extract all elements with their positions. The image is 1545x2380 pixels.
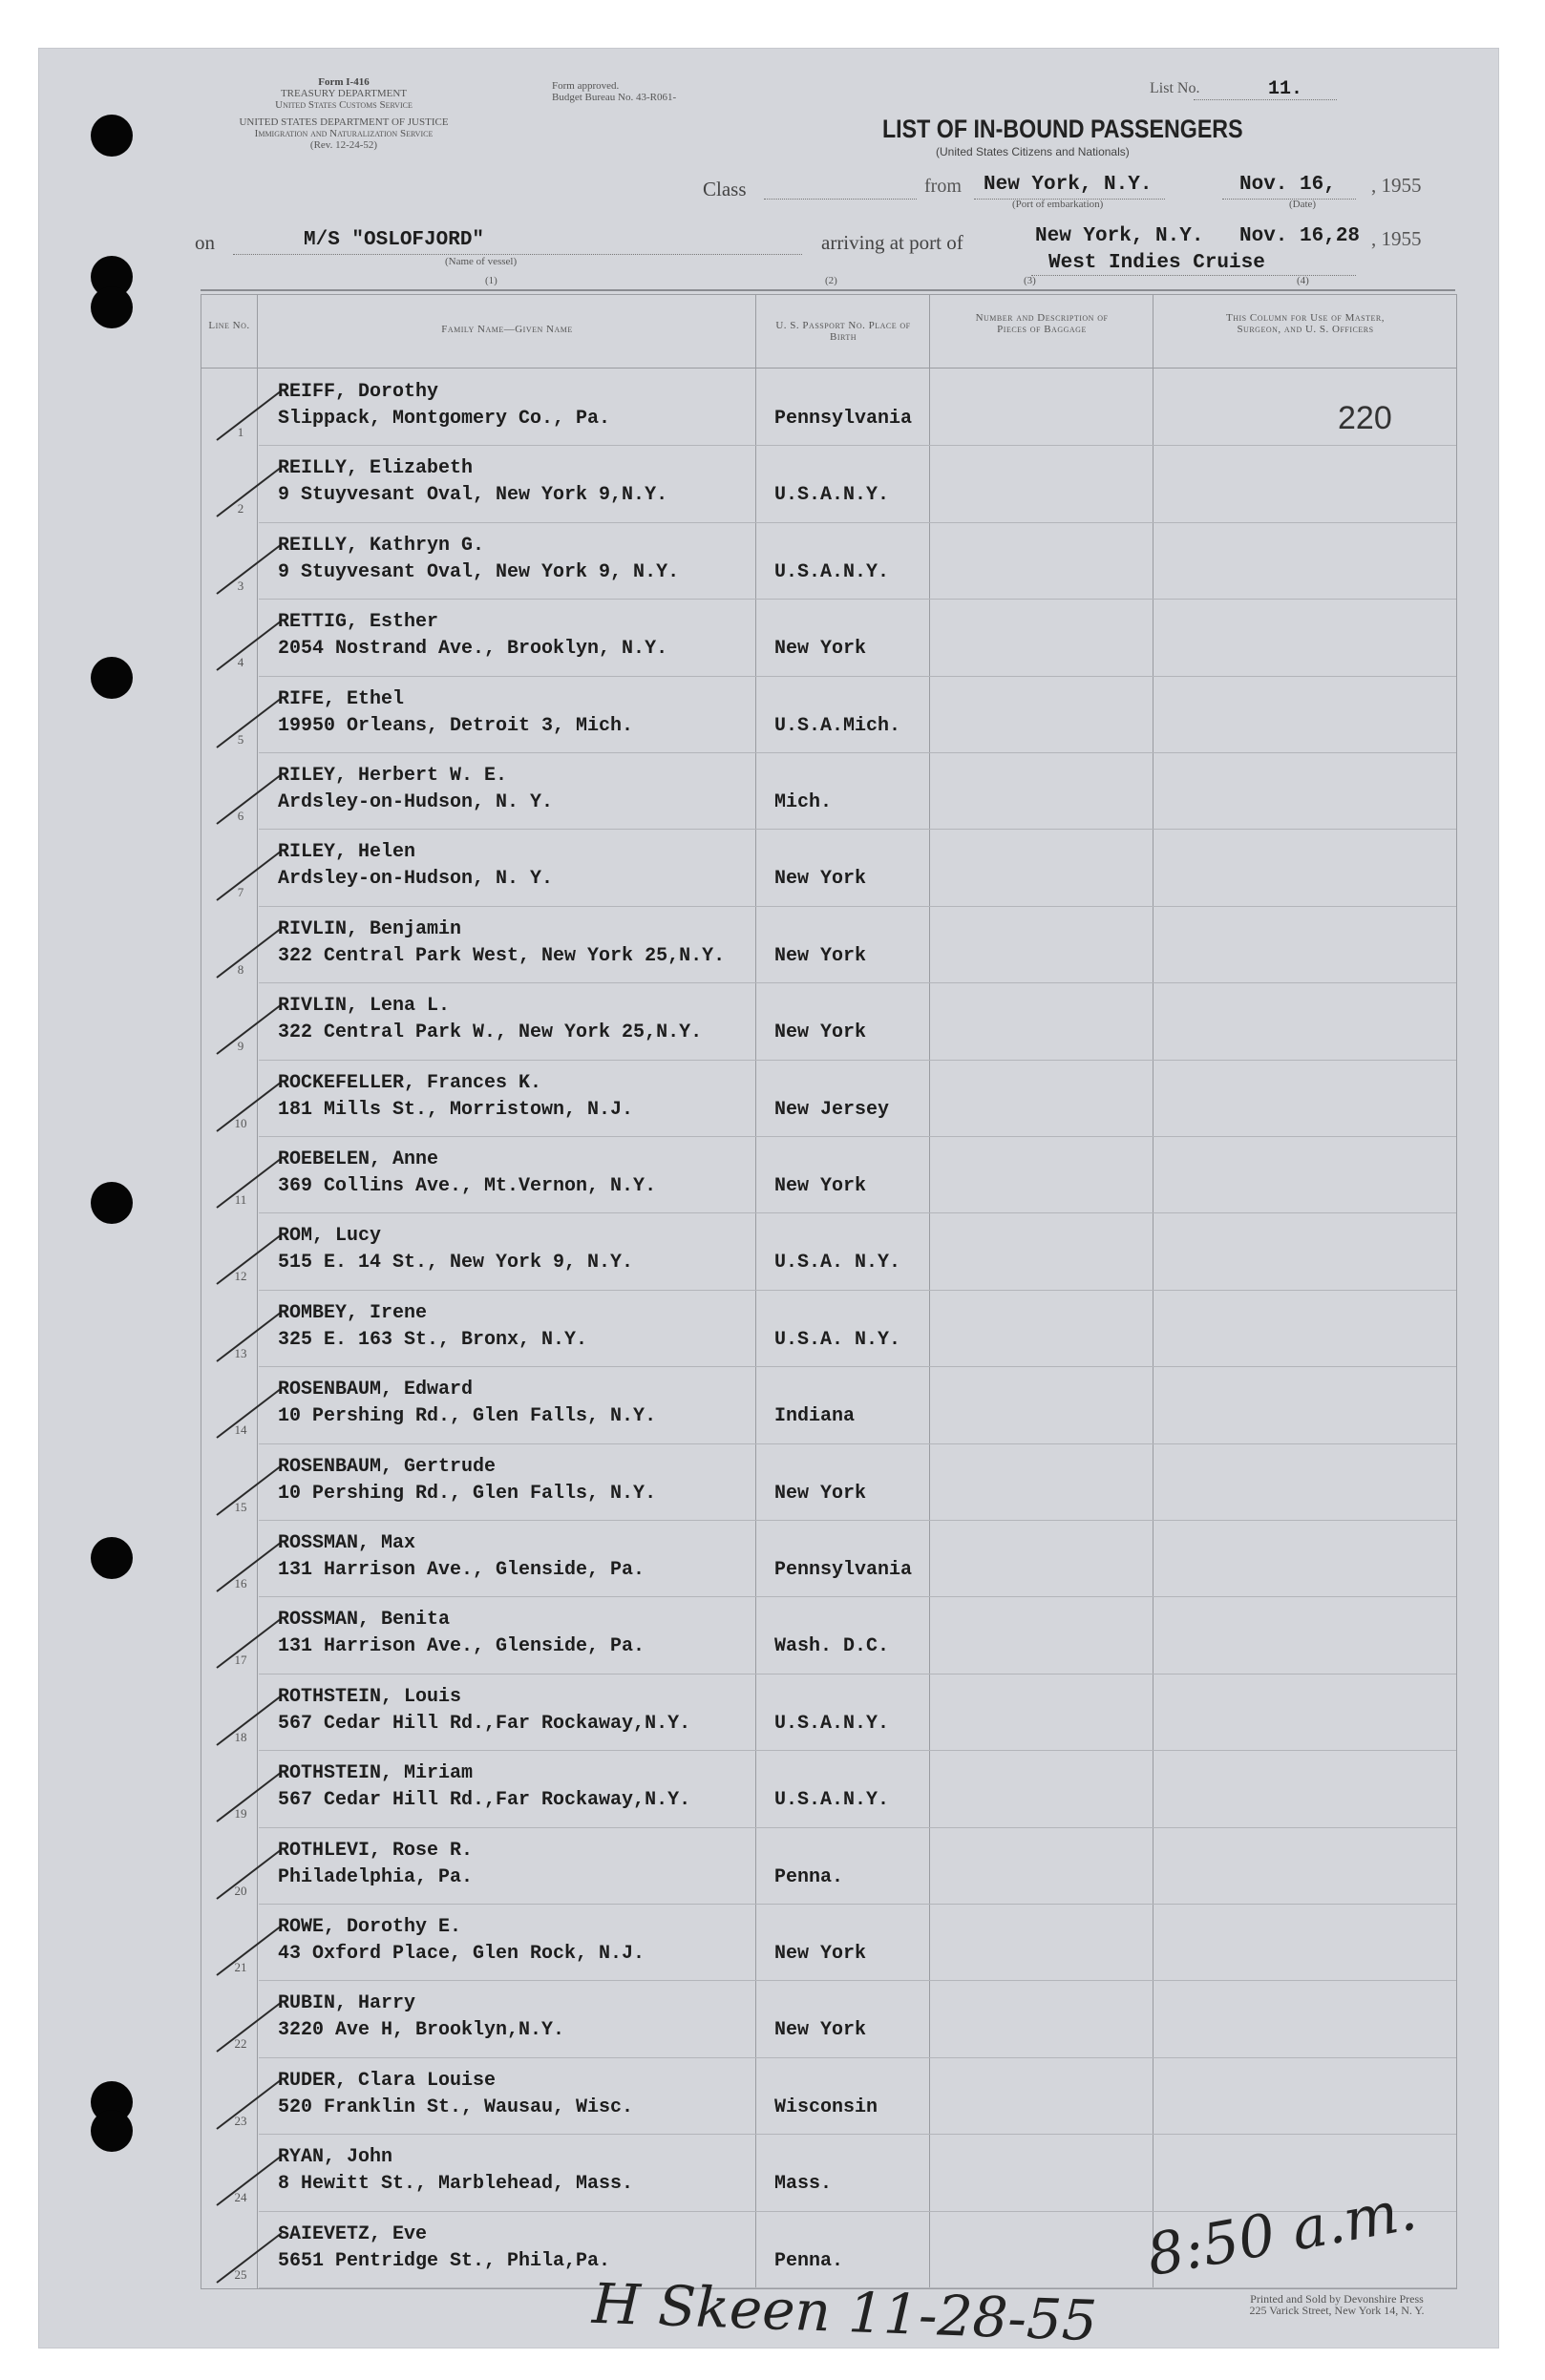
line-number: 21 [234, 1960, 247, 1974]
passenger-name: RIFE, Ethel [278, 687, 405, 710]
passenger-address: 9 Stuyvesant Oval, New York 9,N.Y. [278, 484, 668, 507]
col-num-4: (4) [1297, 275, 1309, 286]
embarkation-caption: (Port of embarkation) [1012, 199, 1104, 210]
customs-service: United States Customs Service [275, 99, 413, 111]
passenger-name: ROTHSTEIN, Miriam [278, 1762, 474, 1785]
embarkation-port: New York, N.Y. [984, 174, 1153, 196]
officer-count: 220 [1338, 400, 1392, 436]
table-row [201, 446, 1456, 522]
line-number: 6 [237, 809, 244, 823]
line-number: 20 [234, 1883, 247, 1898]
cruise-name: West Indies Cruise [1048, 252, 1265, 274]
place-of-birth: New York [774, 944, 867, 967]
table-row [201, 983, 1456, 1060]
passenger-name: RIVLIN, Lena L. [278, 995, 451, 1018]
passenger-address: 131 Harrison Ave., Glenside, Pa. [278, 1559, 646, 1581]
on-label: on [195, 231, 215, 254]
passenger-name: ROMBEY, Irene [278, 1301, 428, 1324]
from-label: from [924, 176, 962, 197]
table-row [201, 907, 1456, 983]
passenger-address: 322 Central Park West, New York 25,N.Y. [278, 944, 726, 967]
passenger-address: Ardsley-on-Hudson, N. Y. [278, 791, 554, 813]
arrival-port: New York, N.Y. [1035, 225, 1204, 247]
line-number: 16 [234, 1576, 247, 1590]
inspector-signature: H Skeen 11-28-55 [590, 2270, 1098, 2354]
table-row [201, 1367, 1456, 1443]
table-row [201, 1061, 1456, 1137]
line-number: 9 [237, 1039, 244, 1054]
passenger-name: ROEBELEN, Anne [278, 1148, 439, 1170]
place-of-birth: Pennsylvania [774, 408, 913, 430]
table-row [201, 523, 1456, 600]
table-row [201, 2135, 1456, 2211]
passenger-address: 131 Harrison Ave., Glenside, Pa. [278, 1635, 646, 1658]
table-row [201, 1444, 1456, 1521]
table-row [201, 600, 1456, 676]
passenger-address: 322 Central Park W., New York 25,N.Y. [278, 1022, 703, 1044]
table-row [201, 830, 1456, 906]
passenger-name: ROSSMAN, Benita [278, 1609, 451, 1632]
place-of-birth: New York [774, 1175, 867, 1197]
line-number: 25 [234, 2266, 247, 2282]
place-of-birth: New York [774, 1482, 867, 1505]
table-row [201, 1674, 1456, 1751]
line-number: 24 [234, 2190, 247, 2205]
page-subtitle: (United States Citizens and Nationals) [936, 145, 1130, 158]
embarkation-year: , 1955 [1371, 174, 1422, 197]
line-number: 15 [234, 1499, 247, 1514]
place-of-birth: Penna. [774, 2249, 844, 2272]
line-number: 12 [234, 1269, 247, 1284]
line-number: 22 [234, 2036, 247, 2052]
col-header-passport: U. S. Passport No. Place of Birth [775, 320, 911, 343]
passenger-address: 43 Oxford Place, Glen Rock, N.J. [278, 1943, 646, 1965]
line-number: 18 [234, 1729, 247, 1744]
passenger-name: ROTHLEVI, Rose R. [278, 1839, 474, 1862]
arrival-year: , 1955 [1371, 227, 1422, 250]
table-row [201, 369, 1456, 446]
page-title: LIST OF IN-BOUND PASSENGERS [882, 115, 1243, 143]
table-row [201, 1905, 1456, 1981]
passenger-address: 520 Franklin St., Wausau, Wisc. [278, 2096, 634, 2118]
place-of-birth: Mich. [774, 791, 833, 813]
passenger-name: RILEY, Helen [278, 841, 416, 864]
passenger-address: 8 Hewitt St., Marblehead, Mass. [278, 2173, 634, 2196]
passenger-address: 325 E. 163 St., Bronx, N.Y. [278, 1328, 588, 1351]
binder-hole [91, 2110, 133, 2152]
date-caption: (Date) [1289, 199, 1317, 210]
place-of-birth: U.S.A.N.Y. [774, 484, 890, 507]
passenger-name: ROTHSTEIN, Louis [278, 1685, 462, 1708]
passenger-address: 10 Pershing Rd., Glen Falls, N.Y. [278, 1405, 657, 1428]
passenger-address: 2054 Nostrand Ave., Brooklyn, N.Y. [278, 638, 668, 661]
col-num-2: (2) [825, 275, 837, 286]
col-num-1: (1) [485, 275, 497, 286]
table-row [201, 1751, 1456, 1827]
passenger-name: RIVLIN, Benjamin [278, 917, 462, 940]
place-of-birth: U.S.A. N.Y. [774, 1328, 901, 1351]
place-of-birth: New York [774, 1022, 867, 1044]
binder-hole [91, 1182, 133, 1224]
passenger-address: 10 Pershing Rd., Glen Falls, N.Y. [278, 1482, 657, 1505]
binder-hole [91, 1537, 133, 1579]
form-approved: Form approved. [552, 80, 620, 92]
col-header-name: Family Name—Given Name [441, 324, 573, 335]
table-row [201, 2058, 1456, 2135]
place-of-birth: Pennsylvania [774, 1559, 913, 1581]
form-number: Form I-416 [318, 76, 370, 88]
passenger-name: ROM, Lucy [278, 1225, 382, 1248]
printer-line-1: Printed and Sold by Devonshire Press [1250, 2292, 1424, 2306]
passenger-name: ROCKEFELLER, Frances K. [278, 1071, 542, 1094]
line-number: 4 [237, 655, 244, 670]
passenger-name: RYAN, John [278, 2146, 393, 2169]
budget-bureau: Budget Bureau No. 43-R061- [552, 92, 677, 103]
passenger-address: 19950 Orleans, Detroit 3, Mich. [278, 714, 634, 737]
form-revision: (Rev. 12-24-52) [309, 139, 378, 151]
class-label: Class [703, 178, 747, 200]
passenger-name: RUDER, Clara Louise [278, 2069, 497, 2092]
place-of-birth: New York [774, 1943, 867, 1965]
passenger-address: 181 Mills St., Morristown, N.J. [278, 1098, 634, 1121]
passenger-address: Ardsley-on-Hudson, N. Y. [278, 868, 554, 891]
line-number: 1 [237, 425, 244, 439]
line-number: 19 [234, 1806, 247, 1822]
place-of-birth: U.S.A.N.Y. [774, 560, 890, 583]
place-of-birth: Wisconsin [774, 2096, 878, 2118]
passenger-name: ROWE, Dorothy E. [278, 1916, 462, 1938]
line-number: 3 [237, 578, 244, 593]
passenger-name: RILEY, Herbert W. E. [278, 765, 508, 787]
passenger-address: 9 Stuyvesant Oval, New York 9, N.Y. [278, 560, 680, 583]
justice-dept: UNITED STATES DEPARTMENT OF JUSTICE [239, 116, 449, 128]
passenger-table [201, 294, 1457, 2289]
line-number: 7 [237, 885, 244, 900]
place-of-birth: U.S.A. N.Y. [774, 1252, 901, 1274]
table-row [201, 677, 1456, 753]
place-of-birth: Indiana [774, 1405, 856, 1428]
passenger-address: 567 Cedar Hill Rd.,Far Rockaway,N.Y. [278, 1789, 691, 1812]
passenger-address: 3220 Ave H, Brooklyn,N.Y. [278, 2019, 565, 2042]
line-number: 17 [234, 1653, 247, 1668]
place-of-birth: Mass. [774, 2173, 833, 2196]
passenger-name: ROSENBAUM, Gertrude [278, 1455, 497, 1478]
binder-hole [91, 657, 133, 699]
passenger-name: REILLY, Kathryn G. [278, 534, 485, 557]
line-number: 2 [237, 501, 244, 516]
passenger-name: ROSENBAUM, Edward [278, 1379, 474, 1401]
list-number: 11. [1268, 78, 1303, 100]
table-row [201, 1828, 1456, 1905]
passenger-name: REILLY, Elizabeth [278, 457, 474, 480]
embarkation-date: Nov. 16, [1239, 174, 1336, 196]
place-of-birth: New York [774, 638, 867, 661]
table-row [201, 1213, 1456, 1290]
binder-hole [91, 286, 133, 328]
place-of-birth: New Jersey [774, 1098, 890, 1121]
vessel-caption: (Name of vessel) [445, 256, 518, 267]
treasury-dept: TREASURY DEPARTMENT [280, 88, 408, 99]
arriving-label: arriving at port of [821, 231, 963, 254]
line-number: 14 [234, 1422, 247, 1438]
arrival-date: Nov. 16,28 [1239, 225, 1361, 247]
passenger-name: RETTIG, Esther [278, 611, 439, 634]
line-number: 5 [237, 731, 244, 747]
printer-line-2: 225 Varick Street, New York 14, N. Y. [1249, 2304, 1425, 2317]
passenger-name: RUBIN, Harry [278, 1992, 416, 2015]
table-row [201, 1521, 1456, 1597]
place-of-birth: New York [774, 868, 867, 891]
binder-hole [91, 115, 133, 157]
passenger-address: 567 Cedar Hill Rd.,Far Rockaway,N.Y. [278, 1712, 691, 1735]
table-row [201, 1597, 1456, 1674]
passenger-address: 515 E. 14 St., New York 9, N.Y. [278, 1252, 634, 1274]
passenger-address: 5651 Pentridge St., Phila,Pa. [278, 2249, 611, 2272]
col-header-baggage: Number and Description of Pieces of Baggage [975, 312, 1109, 335]
col-header-line-no: Line No. [208, 320, 250, 331]
place-of-birth: Penna. [774, 1865, 844, 1888]
place-of-birth: New York [774, 2019, 867, 2042]
table-row [201, 753, 1456, 830]
passenger-name: SAIEVETZ, Eve [278, 2222, 428, 2245]
place-of-birth: U.S.A.N.Y. [774, 1712, 890, 1735]
place-of-birth: U.S.A.Mich. [774, 714, 901, 737]
passenger-address: Slippack, Montgomery Co., Pa. [278, 408, 611, 430]
line-number: 23 [234, 2113, 247, 2128]
place-of-birth: Wash. D.C. [774, 1635, 890, 1658]
list-no-label: List No. [1150, 80, 1200, 96]
col-header-officers: This Column for Use of Master, Surgeon, and U. S. Officers [1226, 312, 1385, 335]
line-number: 10 [234, 1115, 247, 1130]
table-row [201, 1137, 1456, 1213]
place-of-birth: U.S.A.N.Y. [774, 1789, 890, 1812]
col-num-3: (3) [1024, 275, 1036, 286]
line-number: 11 [234, 1192, 247, 1207]
passenger-name: REIFF, Dorothy [278, 381, 439, 403]
passenger-address: Philadelphia, Pa. [278, 1865, 474, 1888]
passenger-address: 369 Collins Ave., Mt.Vernon, N.Y. [278, 1175, 657, 1197]
table-row [201, 1981, 1456, 2057]
table-row [201, 1291, 1456, 1367]
passenger-name: ROSSMAN, Max [278, 1532, 416, 1554]
line-number: 13 [234, 1345, 247, 1360]
arrival-time-note: 8:50 a.m. [1142, 2176, 1422, 2290]
vessel-name: M/S "OSLOFJORD" [304, 229, 485, 251]
line-number: 8 [237, 961, 244, 977]
immigration-service: Immigration and Naturalization Service [254, 128, 434, 139]
